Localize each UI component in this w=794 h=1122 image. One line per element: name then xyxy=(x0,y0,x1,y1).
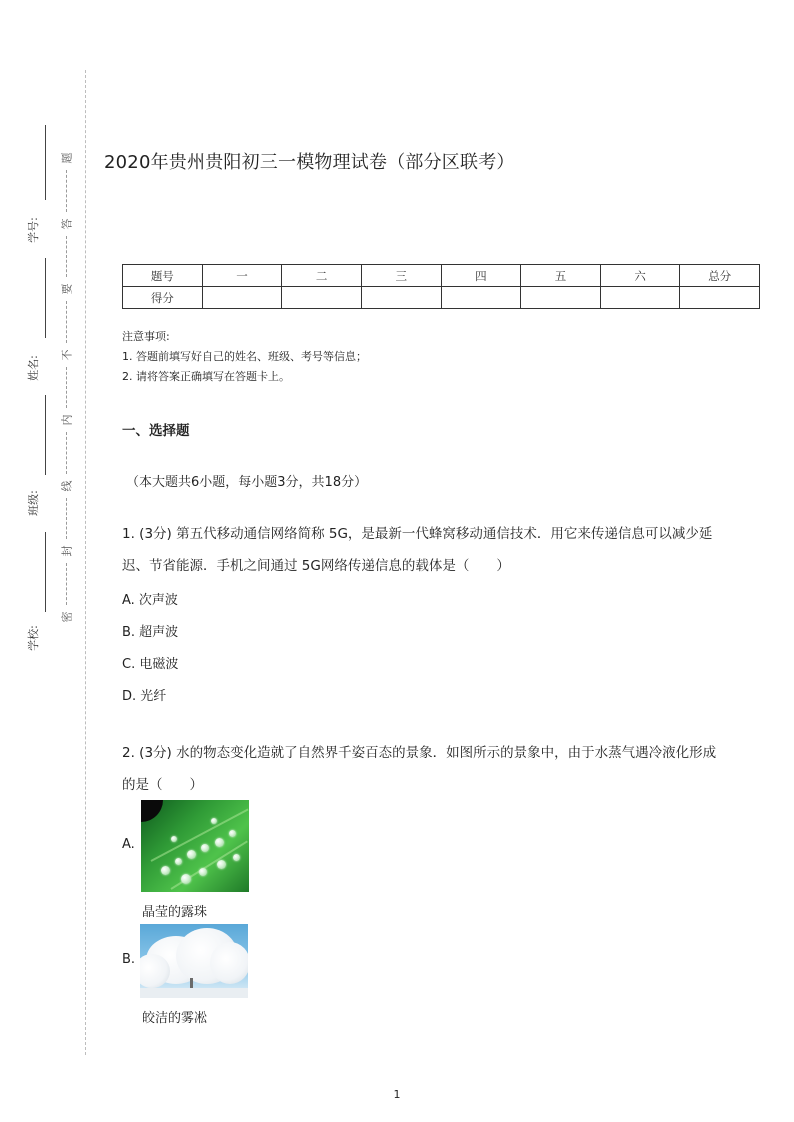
score-header-cell: 三 xyxy=(361,265,441,287)
dew-drop xyxy=(175,858,182,865)
page-number: 1 xyxy=(393,1088,401,1101)
notes-item: 2. 请将答案正确填写在答题卡上。 xyxy=(122,370,290,383)
option-a-caption: 晶莹的露珠 xyxy=(142,905,208,920)
dew-drop xyxy=(171,836,177,842)
dew-drop xyxy=(211,818,217,824)
name-line[interactable] xyxy=(45,258,46,338)
dew-drop xyxy=(199,868,207,876)
score-table-header-row xyxy=(123,265,760,287)
option-b[interactable]: B. 超声波 xyxy=(122,625,179,640)
question-text-line: 2. (3分) 水的物态变化造就了自然界千姿百态的景象．如图所示的景象中，由于水蒸气遇冷液化形成 xyxy=(122,745,717,761)
seal-char: 不 xyxy=(60,349,73,361)
option-a[interactable]: A. 次声波 xyxy=(122,593,178,608)
score-table-score-row xyxy=(123,287,760,309)
question-text-line: 1. (3分) 第五代移动通信网络简称 5G，是最新一代蜂窝移动通信技术．用它来传递信息可以减少延 xyxy=(122,526,713,542)
score-cell[interactable] xyxy=(521,287,601,309)
question-text-line: 迟、节省能源．手机之间通过 5G网络传递信息的载体是（ ） xyxy=(122,558,510,574)
student-id-label: 学号: xyxy=(26,217,40,243)
section-note: （本大题共6小题，每小题3分，共18分） xyxy=(126,475,368,490)
school-line[interactable] xyxy=(45,532,46,612)
score-header-cell: 总分 xyxy=(680,265,760,287)
score-header-cell: 一 xyxy=(202,265,282,287)
score-table xyxy=(122,264,760,309)
class-label: 班级: xyxy=(26,490,40,516)
exam-notes xyxy=(122,327,367,387)
score-header-cell: 四 xyxy=(441,265,521,287)
seal-line-text xyxy=(59,150,73,625)
score-header-cell: 五 xyxy=(521,265,601,287)
option-b-label[interactable]: B. xyxy=(122,952,136,967)
question-2 xyxy=(122,737,752,801)
score-cell[interactable] xyxy=(202,287,282,309)
dew-drops-on-leaf-image xyxy=(141,800,249,892)
option-c[interactable]: C. 电磁波 xyxy=(122,657,179,672)
score-header-cell: 题号 xyxy=(123,265,203,287)
exam-title: 2020年贵州贵阳初三一模物理试卷（部分区联考） xyxy=(104,152,515,173)
score-cell[interactable] xyxy=(680,287,760,309)
option-a-label[interactable]: A. xyxy=(122,837,135,852)
option-d[interactable]: D. 光纤 xyxy=(122,689,167,704)
seal-char: 答 xyxy=(60,218,73,230)
dew-drop xyxy=(181,874,191,884)
notes-heading: 注意事项: xyxy=(122,330,170,343)
score-header-cell: 二 xyxy=(282,265,362,287)
name-label: 姓名: xyxy=(26,355,40,381)
section-title: 一、选择题 xyxy=(122,423,190,439)
dew-drop xyxy=(233,854,240,861)
dew-drop xyxy=(229,830,236,837)
dew-drop xyxy=(215,838,224,847)
seal-char: 题 xyxy=(60,152,73,164)
question-text-line: 的是（ ） xyxy=(122,777,203,793)
option-b-caption: 皎洁的雾凇 xyxy=(142,1011,208,1026)
seal-char: 内 xyxy=(60,414,73,426)
binding-margin-line xyxy=(85,70,86,1055)
dew-drop xyxy=(201,844,209,852)
score-header-cell: 六 xyxy=(600,265,680,287)
student-id-line[interactable] xyxy=(45,125,46,200)
seal-char: 密 xyxy=(60,611,73,623)
school-label: 学校: xyxy=(26,625,40,651)
question-1 xyxy=(122,518,752,582)
dew-drop xyxy=(217,860,226,869)
seal-char: 封 xyxy=(60,545,73,557)
score-cell[interactable] xyxy=(361,287,441,309)
dew-drop xyxy=(161,866,170,875)
score-cell[interactable] xyxy=(282,287,362,309)
score-cell[interactable] xyxy=(600,287,680,309)
dew-drop xyxy=(187,850,196,859)
seal-char: 要 xyxy=(60,283,73,295)
score-cell[interactable] xyxy=(441,287,521,309)
score-row-label: 得分 xyxy=(123,287,203,309)
notes-item: 1. 答题前填写好自己的姓名、班级、考号等信息； xyxy=(122,350,367,363)
rime-frost-tree-image xyxy=(140,924,248,998)
seal-char: 线 xyxy=(60,480,73,492)
class-line[interactable] xyxy=(45,395,46,475)
